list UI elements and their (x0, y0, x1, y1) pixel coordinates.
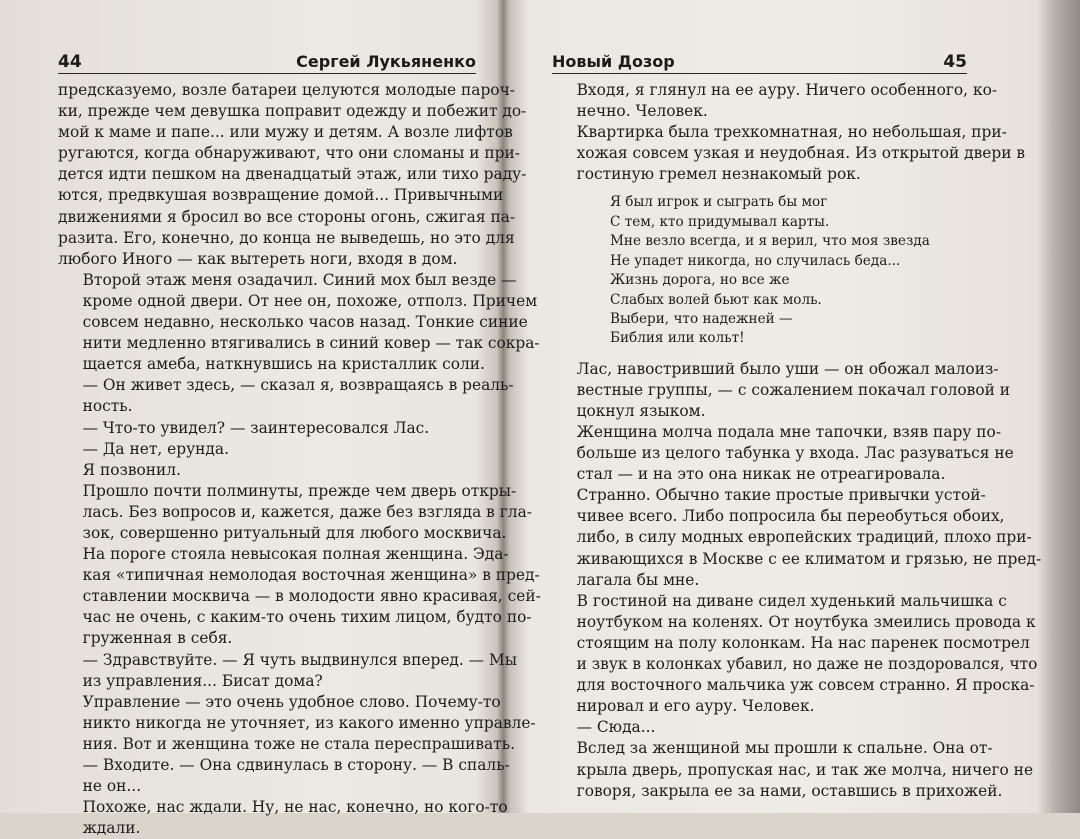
text-line: говоря, закрыла ее за нами, оставшись в прихожей. (576, 781, 1003, 800)
text-line: зок, совершенно ритуальный для любого москвича. (82, 523, 507, 542)
text-line: живающихся в Москве с ее климатом и грязью, не пред- (576, 549, 1042, 568)
text-line: крыла дверь, пропуская нас, и так же молча, ничего не (576, 760, 1034, 779)
text-line: На пороге стояла невысокая полная женщина. Эда- (82, 545, 509, 564)
text-line: вестные группы, — с сожалением покачал головой и (576, 380, 1010, 399)
text-line: для восточного мальчика уж совсем странно. Я проска- (576, 676, 1035, 695)
text-line: кроме одной двери. От нее он, похоже, отполз. Причем (82, 291, 538, 310)
paragraph (58, 544, 541, 649)
text-line: груженная в себя. (82, 629, 233, 648)
text-line: щается амеба, наткнувшись на кристаллик соли. (82, 355, 485, 374)
lyric-line: Не упадет никогда, но случилась беда... (610, 252, 901, 269)
right-header-rule (552, 73, 967, 74)
lyric-line: Я был игрок и сыграть бы мог (610, 194, 828, 211)
left-page-number: 44 (58, 52, 82, 72)
text-line: ставлении москвича — в молодости явно красивая, сей- (82, 587, 541, 606)
song-lyrics (610, 193, 967, 348)
paragraph (58, 797, 508, 839)
right-page-number: 45 (943, 52, 967, 72)
paragraph (552, 738, 1034, 801)
text-line: Похоже, нас ждали. Ну, не нас, конечно, но кого-то (82, 798, 508, 817)
text-line: Входя, я глянул на ее ауру. Ничего особенного, ко- (576, 81, 998, 99)
paragraph (58, 270, 540, 375)
text-line: ноутбуком на коленях. От ноутбука змеились провода к (576, 612, 1036, 631)
text-line: Странно. Обычно такие простые привычки устой- (576, 486, 986, 505)
text-line: либо, в силу модных европейских традиций, плохо при- (576, 528, 1032, 547)
text-line: — Сюда... (576, 718, 656, 737)
text-line: Второй этаж меня озадачил. Синий мох был везде — (82, 270, 517, 289)
lyric-line: Жизнь дорога, но все же (610, 272, 790, 289)
text-line: никто никогда не уточняет, из какого именно управле- (82, 713, 536, 732)
text-line: ждали. (82, 819, 141, 838)
text-line: нечно. Человек. (576, 102, 708, 121)
text-line: стал — и на это она никак не отреагировала. (576, 465, 946, 484)
text-line: и звук в колонках убавил, но даже не поздоровался, что (576, 655, 1038, 674)
paragraph (552, 80, 998, 122)
right-book-title: Новый Дозор (552, 52, 675, 71)
text-line: совсем недавно, несколько часов назад. Тонкие синие (82, 313, 528, 332)
text-line: ность. (82, 397, 133, 416)
paragraph (552, 717, 967, 738)
text-line: больше из целого табунка у входа. Лас разуваться не (576, 444, 1014, 463)
text-line: предсказуемо, возле батареи целуются молодые пароч- (58, 81, 515, 99)
paragraph (58, 460, 476, 481)
left-page-text (58, 80, 541, 839)
text-line: Квартирка была трехкомнатная, но небольшая, при- (576, 123, 1007, 142)
text-line: Прошло почти полминуты, прежде чем дверь откры- (82, 481, 517, 500)
lyric-line: Библия или кольт! (610, 330, 745, 347)
text-line: не он... (82, 777, 142, 796)
text-line: — Входите. — Она сдвинулась в сторону. — В спаль- (82, 756, 510, 774)
lyric-line: С тем, кто придумывал карты. (610, 213, 830, 230)
text-line: Женщина молча подала мне тапочки, взяв пару по- (576, 423, 1002, 441)
text-line: гостиную гремел незнакомый рок. (576, 165, 861, 184)
paragraph (552, 359, 1010, 422)
left-author-name: Сергей Лукьяненко (296, 52, 476, 71)
paragraph (58, 439, 476, 460)
lyric-line: Выбери, что надежней — (610, 310, 793, 327)
text-line: Вслед за женщиной мы прошли к спальне. Она от- (576, 739, 993, 758)
paragraph (58, 755, 510, 797)
text-line: мой к маме и папе... или мужу и детям. А возле лифтов (58, 123, 513, 142)
text-line: Лас, навостривший было уши — он обожал малоиз- (576, 359, 999, 378)
text-line: кая «типичная немолодая восточная женщина» в пред- (82, 566, 540, 585)
right-page (512, 0, 1042, 813)
text-line: ются, предвкушая возвращение домой... Привычными (58, 186, 504, 205)
paragraph (58, 375, 514, 417)
lyric-line: Мне везло всегда, и я верил, что моя звезда (610, 233, 930, 250)
text-line: ния. Вот и женщина тоже не стала переспрашивать. (82, 734, 515, 753)
right-running-head (552, 46, 967, 74)
text-line: В гостиной на диване сидел худенький мальчишка с (576, 591, 1007, 610)
paragraph (58, 692, 536, 755)
paragraph (552, 122, 1026, 185)
left-header-rule (58, 73, 476, 74)
paragraph (58, 650, 517, 692)
text-line: — Что-то увидел? — заинтересовался Лас. (82, 418, 430, 437)
text-line: нити медленно втягивались в синий ковер — так сокра- (82, 334, 540, 353)
text-line: лась. Без вопросов и, кажется, даже без взгляда в гла- (82, 502, 532, 521)
text-line: нировал и его ауру. Человек. (576, 697, 815, 716)
lyric-line: Слабых волей бьют как моль. (610, 291, 822, 308)
text-line: ругаются, когда обнаруживают, что они сломаны и при- (58, 144, 520, 163)
text-line: — Он живет здесь, — сказал я, возвращаясь в реаль- (82, 376, 514, 395)
paragraph (552, 422, 1014, 485)
paragraph (58, 481, 532, 544)
text-line: разита. Его, конечно, до конца не выведешь, но это для (58, 228, 515, 247)
text-line: Управление — это очень удобное слово. Почему-то (82, 692, 501, 711)
text-line: чивее всего. Либо попросила бы переобуться обоих, (576, 507, 1005, 526)
text-line: лагала бы мне. (576, 570, 700, 589)
left-running-head (58, 46, 476, 74)
text-line: час не очень, с каким-то очень тихим лицом, будто по- (82, 608, 532, 627)
text-line: стоящим на полу колонкам. На нас паренек посмотрел (576, 633, 1030, 652)
text-line: из управления... Бисат дома? (82, 671, 323, 690)
text-line: любого Иного — как вытереть ноги, входя в дом. (58, 249, 458, 268)
right-page-text (552, 80, 1042, 802)
text-line: ки, прежде чем девушка поправит одежду и побежит до- (58, 102, 527, 121)
text-line: движениями я бросил во все стороны огонь, сжигая па- (58, 207, 516, 226)
text-line: — Здравствуйте. — Я чуть выдвинулся вперед. — Мы (82, 650, 517, 669)
text-line: Я позвонил. (82, 460, 181, 479)
text-line: цокнул языком. (576, 401, 706, 420)
text-line: дется идти пешком на двенадцатый этаж, или тихо раду- (58, 165, 527, 184)
paragraph (58, 418, 476, 439)
paragraph (552, 591, 1038, 718)
text-line: — Да нет, ерунда. (82, 439, 229, 458)
text-line: хожая совсем узкая и неудобная. Из открытой двери в (576, 144, 1026, 163)
paragraph (552, 485, 1042, 590)
paragraph (58, 80, 527, 270)
